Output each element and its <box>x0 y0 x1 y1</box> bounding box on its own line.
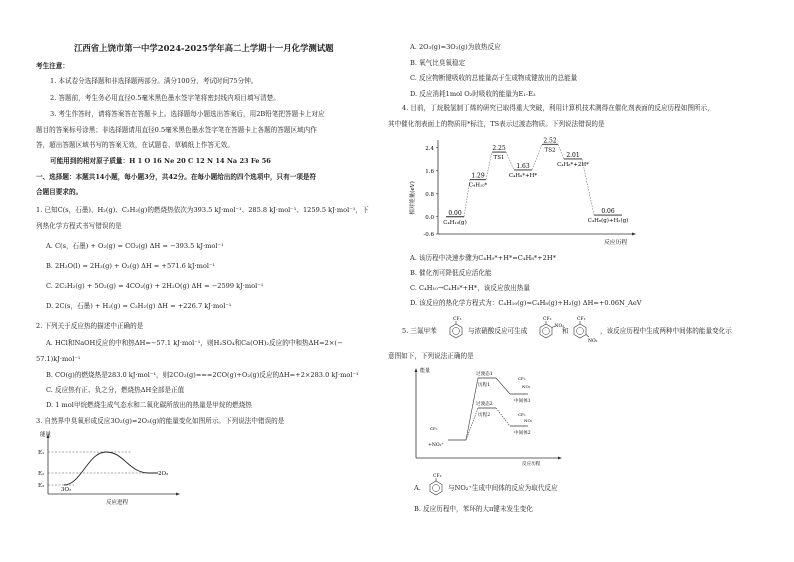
q4-species-label: C₄H₁₀(g) <box>443 219 467 226</box>
q3-stem: 3. 自然界中臭氧形成反应3O₂(g)=2O₃(g)的能量变化如图所示。下列说法中错误的是 <box>36 417 285 425</box>
q1-option-b: B. 2H₂O(l) = 2H₂(g) + O₂(g) ΔH = +571.6 kJ·mol⁻¹ <box>46 262 216 270</box>
q1-stem: 1. 已知C(s，石墨)、H₂(g)、C₂H₂(g)的燃烧热依次为393.5 kJ·mol⁻¹、285.8 kJ·mol⁻¹、1259.5 kJ·mol⁻¹，下 <box>36 206 369 214</box>
q5-path1-label: 历程1 <box>478 383 491 388</box>
aromatic-circle <box>453 328 460 335</box>
q2-option-b: B. CO(g)的燃烧热是283.0 kJ·mol⁻¹，则2CO₂(g)===2CO(g)+O₂(g)反应的ΔH=+2×283.0 kJ·mol⁻¹ <box>46 371 359 379</box>
notice-item-1: 1. 本试卷分选择题和非选择题两部分。满分100分，考试时间75分钟。 <box>50 77 258 85</box>
q2-option-d: D. 1 mol甲烷燃烧生成气态水和二氧化碳所放出的热量是甲烷的燃烧热 <box>46 401 252 409</box>
notice-item-3: 3. 考生作答时，请将答案答在答题卡上。选择题每小题选出答案后，用2B铅笔把答题卡上对应 <box>50 110 325 118</box>
q5-stem-post: ，该反应历程中生成两种中间体的能量变化示 <box>600 327 732 335</box>
q4-y-tick-label: -0.6 <box>423 232 434 238</box>
q3-option-c: C. 反应物断键吸收的总能量高于生成物成键放出的总能量 <box>410 74 578 82</box>
q1-option-c: C. 2C₂H₂(g) + 5O₂(g) = 4CO₂(g) + 2H₂O(g) ΔH = −2599 kJ·mol⁻¹ <box>46 282 264 290</box>
benzene-ring <box>540 324 552 338</box>
q3-e3-label: E₃ <box>38 483 45 489</box>
q4-species-label: TS1 <box>493 155 505 162</box>
q2-option-a-cont: 57.1)kJ·mol⁻¹ <box>36 355 81 363</box>
section-1-heading: 一、选择题：本题共14小题，每小题3分，共42分。在每小题给出的四个选项中，只有一项是符 <box>36 173 317 181</box>
q5-reactant-cf3: CF₃ <box>430 426 438 431</box>
aromatic-circle <box>543 328 550 335</box>
cf3-label: CF₃ <box>543 317 552 322</box>
q3-energy-diagram <box>36 432 186 512</box>
q5-int2-label: 中间体2 <box>514 431 531 436</box>
q4-stem: 4. 目前，丁烷脱氢制丁烯的研究已取得重大突破，利用计算机技术测得在催化剂表面的反应历程如图所示， <box>402 104 714 112</box>
q4-option-b: B. 催化剂可降低反应活化能 <box>410 269 492 277</box>
q5-stem-mid: 与浓硝酸反应可生成 <box>468 327 528 335</box>
no2-bond <box>586 335 589 338</box>
q4-x-axis-arrow <box>632 233 636 236</box>
q4-species-label: TS2 <box>544 147 556 154</box>
q1-option-a: A. C(s，石墨) + O₂(g) = CO₂(g) ΔH = −393.5 kJ·mol⁻¹ <box>46 242 224 250</box>
q5-option-a-letter: A. <box>414 484 421 492</box>
q5-option-b: B. 反应历程中，苯环的大π键未发生变化 <box>414 505 533 513</box>
q4-y-tick-label: 2.4 <box>425 145 434 152</box>
q4-y-label: 相对能量(eV) <box>410 181 416 215</box>
benzene-ring <box>430 481 442 495</box>
q4-y-tick-label: 0.0 <box>425 214 434 221</box>
q5-stem-and: 和 <box>562 327 569 335</box>
q5-int2-cf3: CF₃ <box>518 412 526 417</box>
q5-int2-no2: NO₂ <box>524 418 533 423</box>
q4-stem-cont: 其中催化剂表面上的物质用*标注，TS表示过渡态物质。下列说法错误的是 <box>388 120 605 128</box>
notice-item-2: 2. 答题前，考生务必用直径0.5毫米黑色墨水签字笔将密封线内项目填写清楚。 <box>50 94 280 102</box>
q2-stem: 2. 下列关于反应热的描述中正确的是 <box>36 322 144 330</box>
cf3-label: CF₃ <box>577 317 586 322</box>
q4-species-label: C₄H₈*+2H* <box>557 161 589 168</box>
q5-y-label: 能量 <box>420 368 431 374</box>
notice-heading: 考生注意： <box>36 62 69 70</box>
q3-e1-label: E₁ <box>38 450 45 456</box>
q5-energy-diagram <box>410 366 570 466</box>
q1-option-d: D. 2C(s，石墨) + H₂(g) = C₂H₂(g) ΔH = +226.7 kJ·mol⁻¹ <box>46 302 232 310</box>
q4-species-label: C₄H₉*+H* <box>508 172 538 179</box>
q4-value-label: 2.25 <box>492 145 506 153</box>
q4-value-label: 0.00 <box>448 209 462 217</box>
q5-option-a-structure <box>426 473 446 495</box>
aromatic-circle <box>433 485 440 492</box>
q5-path2-label: 历程2 <box>478 413 491 418</box>
q5-reactant-label: +NO₂⁺ <box>428 443 444 448</box>
q4-connector <box>506 152 514 170</box>
q4-connector <box>486 152 492 180</box>
q4-option-d: D. 该反应的热化学方程式为：C₄H₁₀(g)=C₄H₈(g)+H₂(g) ΔH=+0.06N_AeV <box>410 299 642 307</box>
cf3-label: CF₃ <box>433 474 442 479</box>
q5-x-axis-arrow <box>558 457 562 460</box>
q5-path1-fall <box>496 378 510 394</box>
q4-connector <box>558 144 564 159</box>
q5-stem-cont: 意图如下，下列说法正确的是 <box>388 352 474 360</box>
q3-y-label: 能量 <box>40 432 52 438</box>
q4-reaction-profile-chart <box>408 136 648 248</box>
q5-int1-cf3: CF₃ <box>518 376 526 381</box>
q5-path2-rise <box>466 408 478 440</box>
q3-product-label: 2O₃ <box>158 471 169 477</box>
q3-x-axis-arrow <box>176 493 180 496</box>
q4-option-a: A. 该历程中决速步骤为C₄H₉*+H*=C₄H₈*+2H* <box>410 254 556 262</box>
meta-nitro-structure <box>570 316 596 346</box>
q3-energy-curve <box>64 452 158 485</box>
q4-value-label: 1.29 <box>471 172 485 180</box>
notice-item-3-end: 答，超出答题区域书写的答案无效，在试题卷、草稿纸上作答无效。 <box>36 141 234 149</box>
q3-option-d: D. 反应消耗1mol O₂时吸收的能量为E₁-E₂ <box>410 90 536 98</box>
q5-x-label: 反应历程 <box>522 462 541 467</box>
q4-value-label: 2.01 <box>566 151 580 159</box>
cf3-label: CF₃ <box>453 317 462 322</box>
atomic-masses: 可能用到的相对原子质量：H 1 O 16 Ne 20 C 12 N 14 Na 23 Fe 56 <box>50 157 271 165</box>
q4-y-tick-label: 1.6 <box>425 168 434 175</box>
no2-label: NO₂ <box>554 324 564 329</box>
q4-value-label: 0.06 <box>601 208 615 216</box>
notice-item-3-cont: 题目的答案标号涂黑；非选择题请用直径0.5毫米黑色墨水签字笔在答题卡上各题的答题区域内作 <box>36 126 317 134</box>
no2-label: NO₂ <box>588 339 598 344</box>
q4-option-c: C. C₄H₁₀→C₄H₉*+H*，该反应放出热量 <box>410 284 530 292</box>
q3-option-b: B. 氧气比臭氧稳定 <box>410 59 466 67</box>
benzene-ring <box>574 324 586 338</box>
q5-stem-pre: 5. 三氟甲苯 <box>402 327 437 335</box>
q3-reactant-label: 3O₂ <box>61 487 72 493</box>
right-column <box>388 0 770 562</box>
q4-y-tick-label: 0.8 <box>425 191 434 198</box>
q3-x-label: 反应进程 <box>106 500 129 506</box>
q4-tick-group <box>423 146 438 238</box>
q4-value-label: 2.52 <box>543 137 557 145</box>
q5-path2-fall <box>496 408 510 426</box>
q4-value-label: 1.63 <box>516 162 530 170</box>
q5-path1-rise <box>466 378 478 440</box>
q4-marks-group <box>443 137 628 225</box>
q5-ts2-label: 过渡态2 <box>476 402 493 407</box>
q5-int1-no2: NO₂ <box>522 384 531 389</box>
q4-x-label: 反应历程 <box>604 240 628 246</box>
benzotrifluoride-structure <box>446 316 466 338</box>
q4-species-label: C₄H₈(g)+H₂(g) <box>587 218 629 225</box>
q2-option-a: A. HCl和NaOH反应的中和热ΔH=−57.1 kJ·mol⁻¹，则H₂SO₄和Ca(OH)₂反应的中和热ΔH=2×(− <box>46 339 343 347</box>
aromatic-circle <box>577 328 584 335</box>
q1-stem-cont: 列热化学方程式书写错误的是 <box>36 222 122 230</box>
left-column <box>36 0 376 562</box>
q4-connector <box>532 144 542 170</box>
q5-int1-label: 中间体1 <box>514 399 531 404</box>
section-1-heading-cont: 合题目要求的。 <box>36 188 83 196</box>
q5-ts1-label: 过渡态1 <box>476 372 493 377</box>
q2-option-c: C. 反应热有正、负之分，燃烧热ΔH全部是正值 <box>46 386 185 394</box>
ortho-nitro-structure <box>536 316 562 338</box>
q3-option-a: A. 2O₃(g)=3O₂(g)为放热反应 <box>410 43 501 51</box>
q5-y-axis-arrow <box>415 368 418 372</box>
benzene-ring <box>450 324 462 338</box>
page-title: 江西省上饶市第一中学2024-2025学年高二上学期十一月化学测试题 <box>74 43 334 53</box>
q3-e2-label: E₂ <box>38 471 45 477</box>
q4-species-label: C₄H₁₀* <box>468 182 488 189</box>
q5-option-a: 与NO₂⁺生成中间体的反应为取代反应 <box>448 484 558 492</box>
